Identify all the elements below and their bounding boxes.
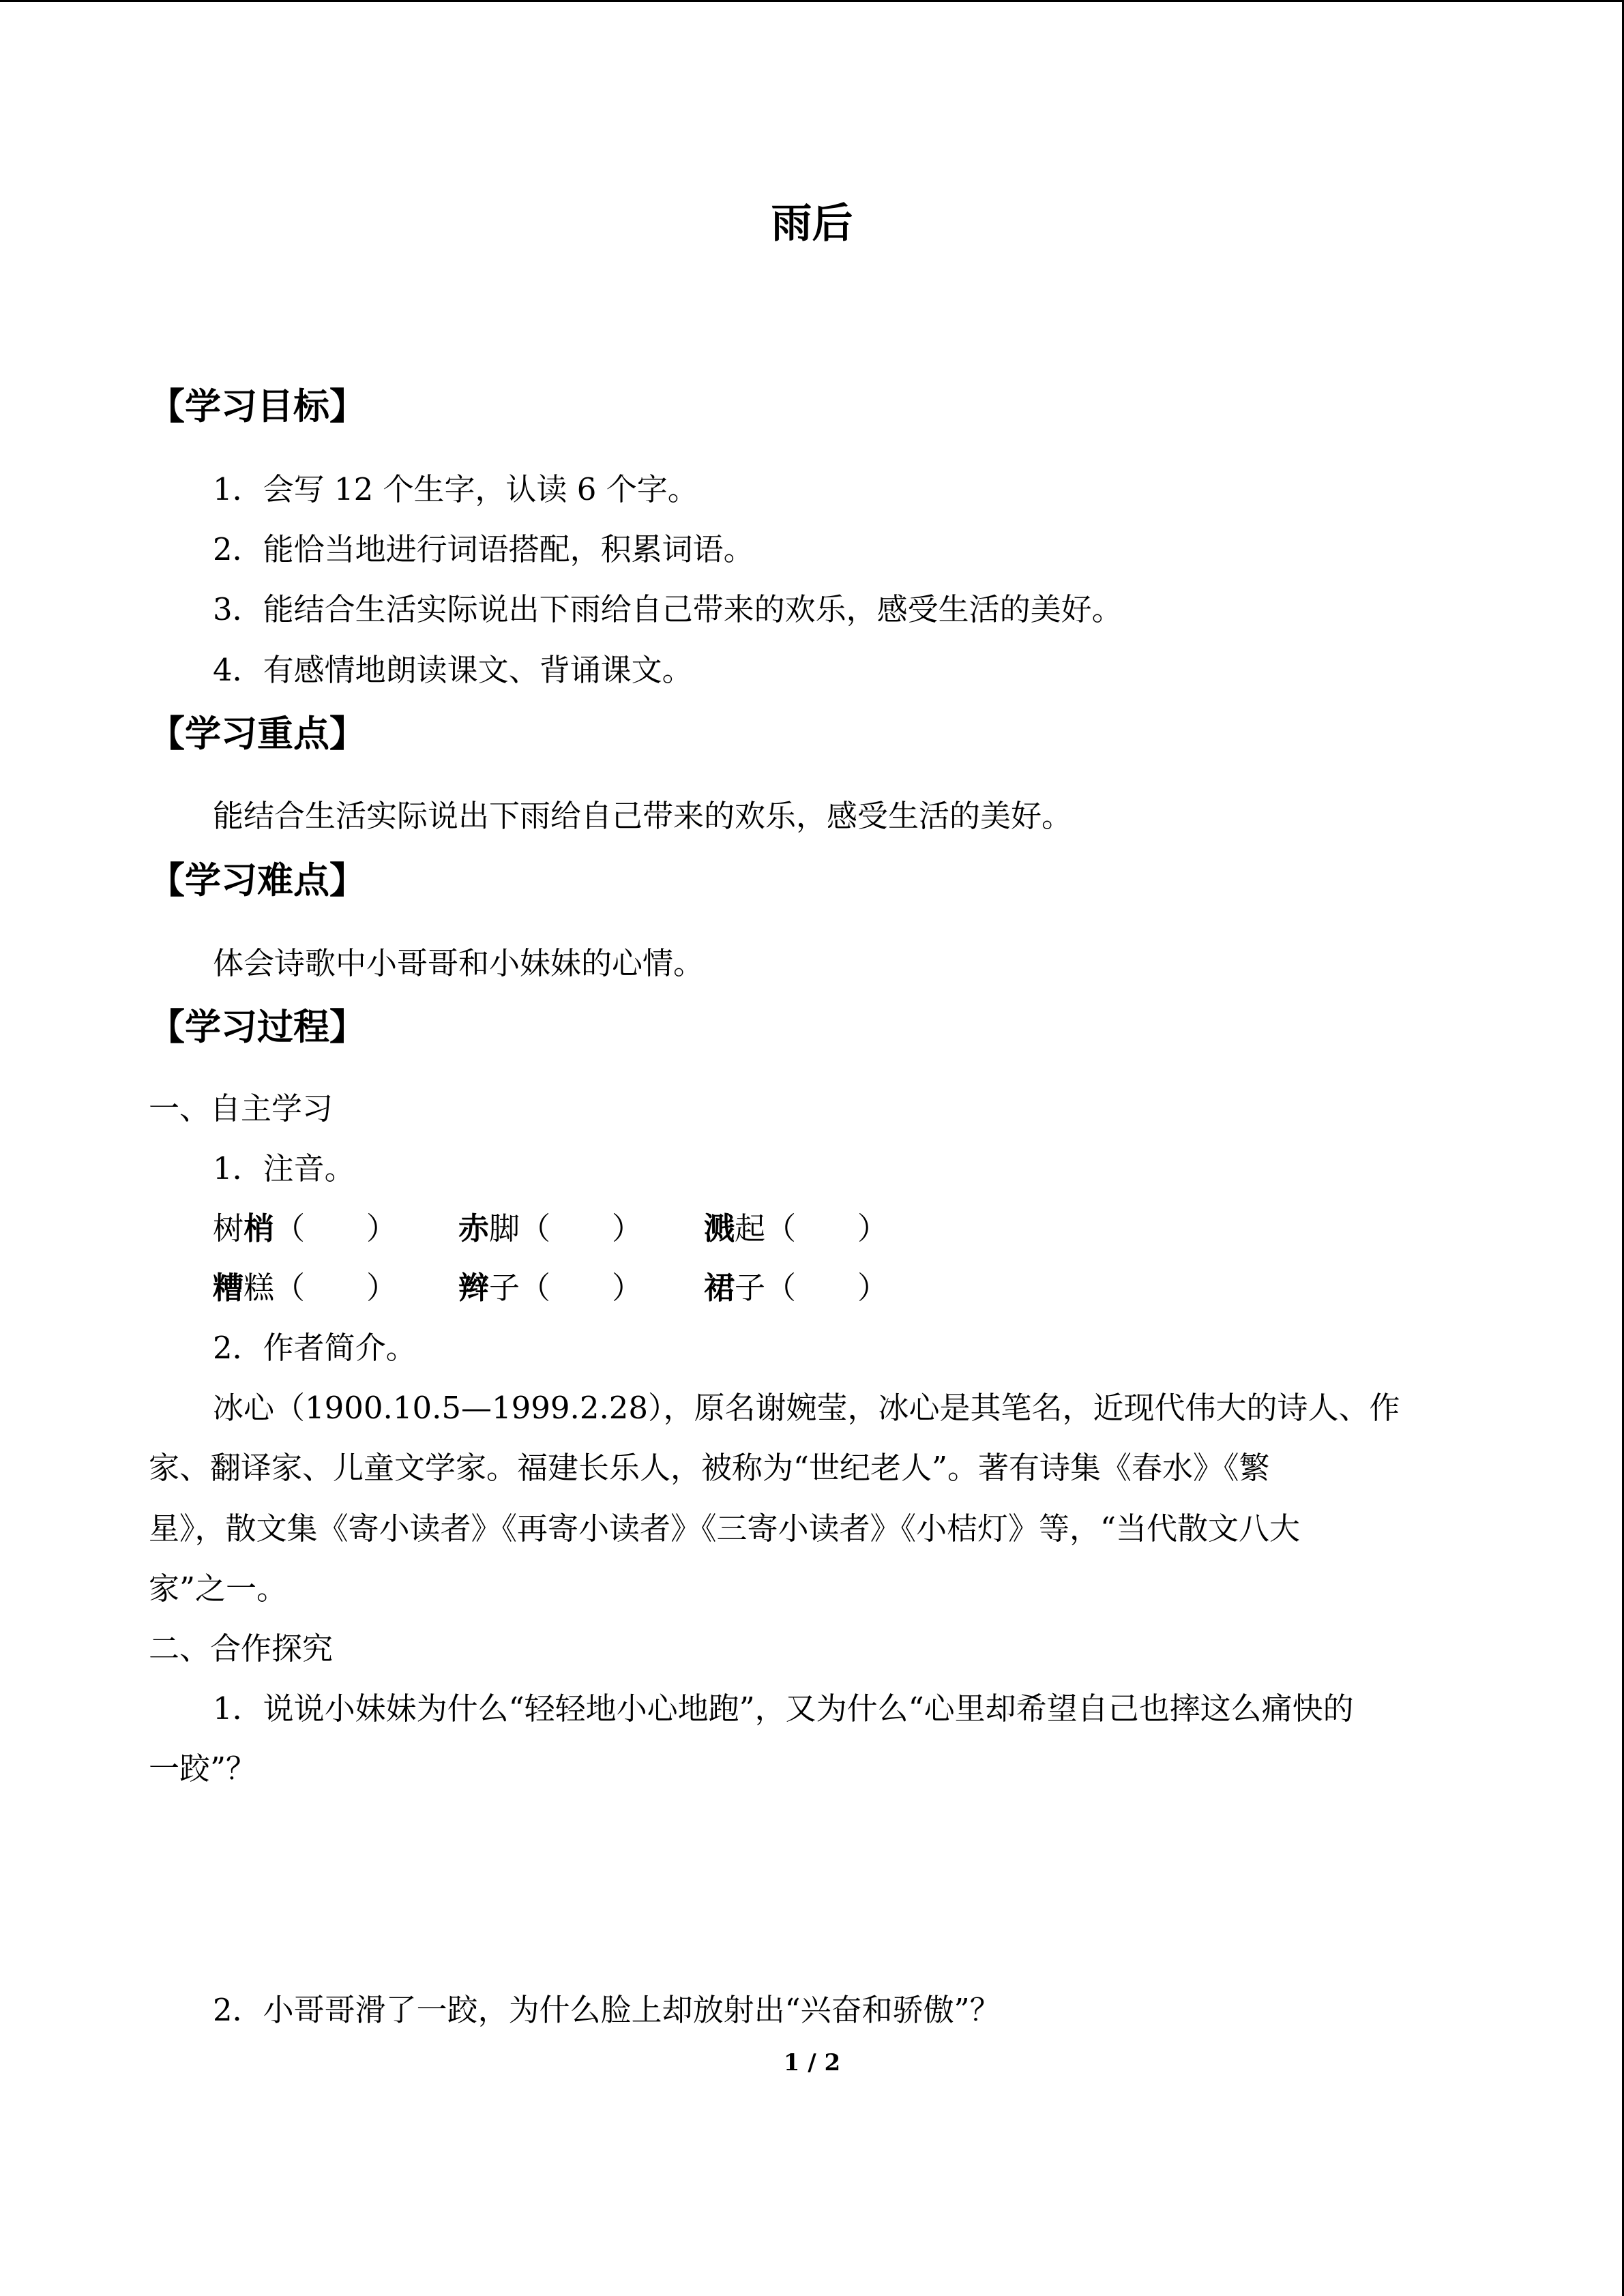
pinyin-item: 糟糕（ ） (213, 1270, 398, 1306)
goal-item-2: 2．能恰当地进行词语搭配，积累词语。 (213, 531, 754, 567)
pinyin-row-2 (213, 1268, 949, 1309)
part2-q1-line-1: 1．说说小妹妹为什么“轻轻地小心地跑”，又为什么“心里却希望自己也摔这么痛快的 (213, 1690, 1354, 1727)
part2-q1-line-2: 一跤”？ (149, 1750, 257, 1787)
part1-q1: 1．注音。 (213, 1150, 355, 1187)
goal-item-3: 3．能结合生活实际说出下雨给自己带来的欢乐，感受生活的美好。 (213, 591, 1123, 627)
heading-key-points: 【学习重点】 (149, 713, 366, 755)
part1-q2: 2．作者简介。 (213, 1330, 417, 1366)
pinyin-item: 赤脚（ ） (458, 1210, 643, 1247)
goal-item-4: 4．有感情地朗读课文、背诵课文。 (213, 652, 693, 688)
bio-line-1: 冰心（1900.10.5—1999.2.28），原名谢婉莹，冰心是其笔名，近现代伟大的诗人、作 (213, 1390, 1400, 1426)
heading-process: 【学习过程】 (149, 1007, 366, 1048)
page-number: 1 / 2 (783, 2049, 841, 2076)
key-points-text: 能结合生活实际说出下雨给自己带来的欢乐，感受生活的美好。 (213, 798, 1073, 834)
bio-line-2: 家、翻译家、儿童文学家。福建长乐人，被称为“世纪老人”。著有诗集《春水》《繁 (149, 1450, 1270, 1486)
pinyin-item: 裙子（ ） (704, 1270, 889, 1306)
heading-difficulties: 【学习难点】 (149, 860, 366, 901)
part2-q2: 2．小哥哥滑了一跤，为什么脸上却放射出“兴奋和骄傲”？ (213, 1992, 1001, 2028)
pinyin-item: 树梢（ ） (213, 1210, 398, 1247)
goal-item-1: 1．会写 12 个生字，认读 6 个字。 (213, 471, 698, 507)
part1-title: 一、自主学习 (149, 1090, 334, 1127)
part2-title: 二、合作探究 (149, 1630, 334, 1667)
pinyin-item: 溅起（ ） (704, 1210, 889, 1247)
page-border-top (0, 0, 1624, 2)
bio-line-3: 星》，散文集《寄小读者》《再寄小读者》《三寄小读者》《小桔灯》等，“当代散文八大 (149, 1510, 1301, 1547)
bio-line-4: 家”之一。 (149, 1570, 288, 1607)
pinyin-item: 辫子（ ） (458, 1270, 643, 1306)
document-title: 雨后 (771, 200, 853, 248)
difficulties-text: 体会诗歌中小哥哥和小妹妹的心情。 (213, 945, 705, 981)
pinyin-row-1 (213, 1208, 949, 1249)
heading-goals: 【学习目标】 (149, 386, 366, 428)
